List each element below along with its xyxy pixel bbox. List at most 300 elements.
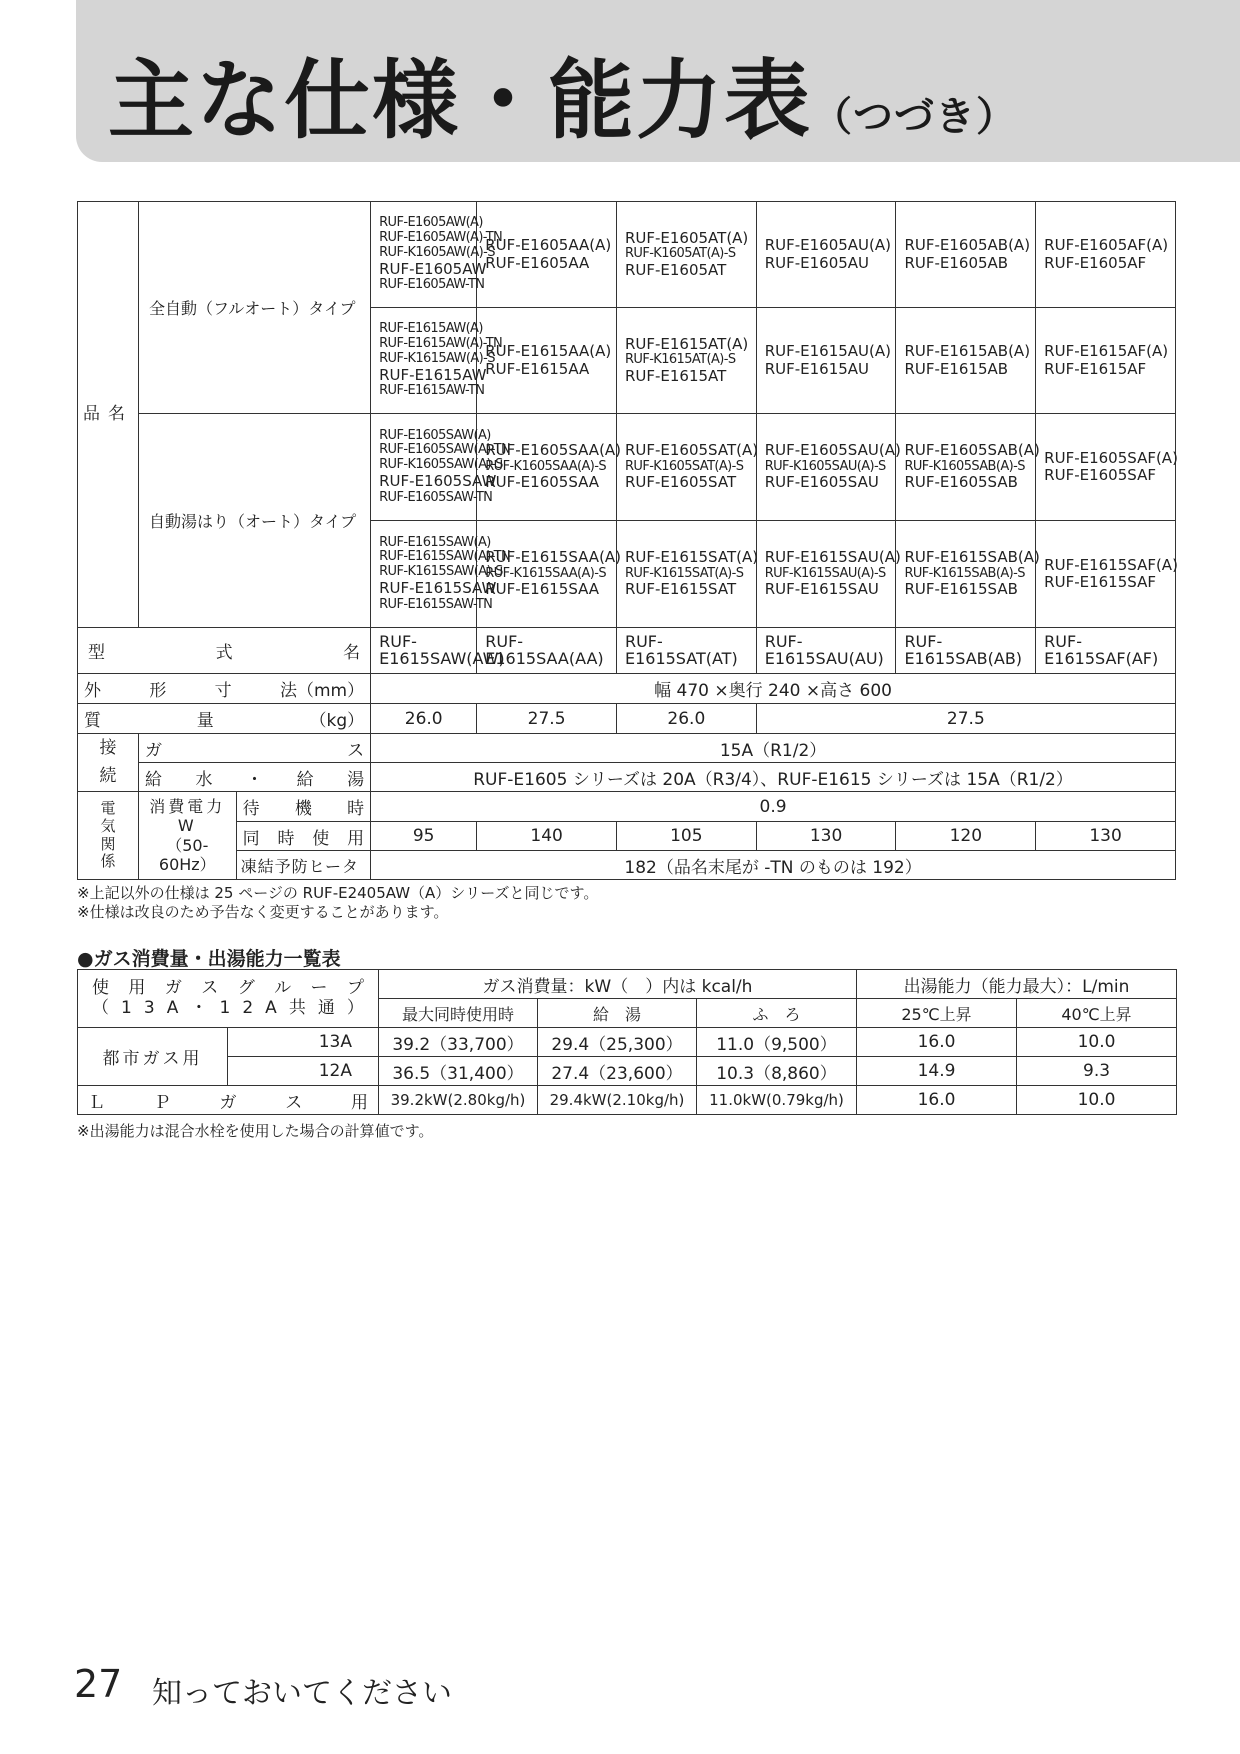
type-cell [138, 202, 370, 414]
text: RUF-E1615SAA [485, 580, 600, 599]
model-cell [371, 414, 511, 521]
text: 0.9 [759, 796, 787, 817]
text: RUF-E1605SAU(A) [764, 441, 901, 460]
mass-row [78, 704, 1176, 734]
spread-label [145, 765, 364, 790]
text: RUF-K1605AW(A)-S [379, 244, 495, 260]
label-char: 使 [312, 828, 330, 849]
text: RUF-E1605SAU [764, 473, 879, 492]
text: 凍結予防ヒータ [240, 856, 360, 876]
model-cell [896, 521, 1040, 628]
model-cell [756, 521, 901, 628]
text: 電 [100, 799, 116, 818]
text: 16.0 [917, 1090, 956, 1110]
text: E1615SAB(AB) [904, 648, 1023, 668]
gas-table [77, 969, 1177, 1115]
label-char: A [265, 997, 277, 1018]
standby-value [371, 792, 1176, 822]
text: 95 [412, 826, 435, 846]
text: 都市ガス用 [102, 1049, 203, 1069]
text: RUF-E1605AA [485, 253, 590, 272]
text: RUF-E1615SAW-TN [379, 596, 493, 612]
label-char: 法（mm） [279, 681, 365, 701]
text: RUF-E1615SAT(A) [624, 548, 759, 567]
label-char: ス [201, 977, 219, 998]
model-row [78, 202, 1176, 308]
text: RUF-E1605AW(A) [379, 215, 483, 230]
text: RUF- [485, 631, 524, 651]
gas-subheader [697, 999, 857, 1028]
label-char: 時 [277, 828, 295, 849]
spread-label [84, 638, 364, 663]
label-char: ー [310, 977, 328, 998]
freeze-value [371, 851, 1176, 880]
text: RUF-E1605SAA(A) [485, 441, 622, 460]
simul-value [371, 822, 477, 851]
lp-value [538, 1086, 697, 1115]
size-label [78, 674, 371, 704]
simul-label [236, 822, 370, 851]
text: ガス消費量：kW（ ）内は kcal/h [482, 976, 753, 997]
text: RUF-E1605AF(A) [1044, 236, 1169, 255]
label-char: ガ [144, 740, 162, 761]
label-char: ガ [219, 1092, 237, 1113]
text: RUF-E1615SAB(A) [904, 548, 1040, 567]
text: 幅 470 ×奥行 240 ×高さ 600 [654, 681, 892, 701]
text: 10.3（8,860） [716, 1063, 837, 1084]
text: RUF-E1615SAB [904, 580, 1018, 599]
text: 16.0 [917, 1032, 956, 1052]
model-cell [371, 308, 503, 414]
text: RUF-E1605SAT [624, 473, 737, 492]
label-char: 共 [288, 997, 306, 1018]
text: RUF-E1615SAW(A) [379, 534, 491, 550]
text: RUF-E1615SAW [379, 579, 497, 598]
model-cell [371, 521, 511, 628]
gas-value [857, 1057, 1017, 1086]
text: E1615SAU(AU) [764, 648, 884, 668]
power-simul-row [78, 822, 1176, 851]
model-cell [371, 202, 503, 308]
gas-subheader [379, 999, 538, 1028]
katashiki-label [78, 628, 371, 674]
text: 15A（R1/2） [719, 740, 827, 761]
model-cell [616, 308, 756, 414]
text: 27.5 [527, 708, 566, 729]
spread-label [145, 736, 364, 761]
label-char: ル [274, 977, 292, 998]
connect-water-label [138, 763, 370, 792]
simul-value [896, 822, 1036, 851]
label-char: 使 [92, 977, 109, 998]
text: 130 [809, 826, 843, 846]
text: RUF- [624, 631, 663, 651]
mass-value [756, 704, 1175, 734]
text: 係 [100, 852, 116, 871]
lp-value [1017, 1086, 1177, 1115]
model-cell [896, 414, 1040, 521]
hinmei-cell [78, 202, 139, 628]
text: RUF-E1605AT(A) [624, 228, 749, 247]
text: RUF-E1615SAT [624, 580, 737, 599]
text: RUF-K1615SAW(A)-S [379, 564, 503, 580]
text: RUF-K1615SAB(A)-S [904, 565, 1025, 581]
text: RUF-E1605AB(A) [904, 236, 1031, 255]
text: RUF-K1615SAU(A)-S [764, 565, 886, 581]
label-char: ・ [246, 769, 264, 790]
text: RUF-E1615AW-TN [379, 383, 485, 399]
model-cell [477, 202, 617, 308]
text: RUF-E1605SAW-TN [379, 489, 493, 505]
label-char: A [166, 997, 179, 1018]
gas-type [228, 1057, 379, 1086]
gas-value [697, 1057, 857, 1086]
mass-label [78, 704, 371, 734]
gas-value [697, 1028, 857, 1057]
text: 130 [1089, 826, 1122, 846]
label-char: 用 [351, 1092, 368, 1113]
text: 14.9 [917, 1061, 956, 1081]
gas-value [379, 1057, 538, 1086]
text: （50-60Hz） [158, 835, 216, 874]
text: 続 [99, 765, 117, 786]
text: RUF-E1605SAF [1044, 466, 1156, 484]
text: ふ ろ [752, 1004, 801, 1024]
note-line: ※出湯能力は混合水栓を使用した場合の計算値です。 [77, 1122, 434, 1140]
text: RUF- [764, 631, 803, 651]
text: 120 [949, 826, 983, 846]
spread-label [243, 794, 364, 819]
text: 27.5 [946, 708, 985, 729]
model-cell [756, 414, 901, 521]
gas-value [538, 1028, 697, 1057]
model-cell [477, 308, 617, 414]
freeze-label [236, 851, 370, 880]
gas-body [78, 970, 1177, 1115]
spec-table [77, 201, 1176, 880]
text: RUF-E1605SAA [485, 473, 600, 492]
label-char: 寸 [214, 681, 232, 701]
lp-value [379, 1086, 538, 1115]
text: 10.0 [1077, 1032, 1116, 1052]
mass-value [616, 704, 756, 734]
text: 主な仕様・能力表 [108, 51, 812, 151]
label-char: 型 [88, 643, 105, 663]
note-line: ※仕様は改良のため予告なく変更することがあります。 [77, 902, 449, 921]
spread-label [84, 676, 364, 701]
label-char: 3 [143, 997, 155, 1018]
mass-value [477, 704, 617, 734]
katashiki-cell [616, 628, 756, 674]
text: RUF-E1615SAF [1044, 573, 1156, 591]
model-row [78, 414, 1176, 521]
model-cell [1036, 308, 1176, 414]
model-cell [756, 202, 896, 308]
text: RUF-E1615SAU(A) [764, 548, 901, 567]
label-char: 式 [215, 643, 233, 663]
power-freeze-row [78, 851, 1176, 880]
model-cell [896, 202, 1036, 308]
text: RUF-K1605SAU(A)-S [764, 458, 886, 474]
text: RUF-K1605AT(A)-S [624, 246, 736, 262]
text: RUF-K1605SAT(A)-S [624, 458, 744, 474]
gas-value [379, 1028, 538, 1057]
connect-water-value [371, 763, 1176, 792]
label-char: 外 [84, 681, 101, 701]
text: RUF-K1605SAW(A)-S [379, 457, 503, 473]
label-char: 形 [149, 681, 167, 701]
katashiki-row [78, 628, 1176, 674]
model-cell [477, 521, 622, 628]
label-char: 用 [347, 828, 365, 849]
label-char: （kg） [309, 711, 365, 731]
text: RUF-E1605SAT(A) [624, 441, 759, 460]
text: RUF-E1605SAB(A) [904, 441, 1040, 460]
gas-value [538, 1057, 697, 1086]
electric-side-label [78, 792, 139, 880]
connect-water-row [78, 763, 1176, 792]
connect-gas-row [78, 734, 1176, 763]
gas-value [857, 1028, 1017, 1057]
label-char: 給 [296, 769, 314, 790]
text: 29.4（25,300） [551, 1034, 683, 1055]
model-cell [756, 308, 896, 414]
label-char: ス [347, 740, 365, 761]
text: RUF-E1605AU [764, 253, 870, 272]
text: RUF-E1615AF [1044, 359, 1147, 378]
text: 給 湯 [592, 1004, 641, 1024]
footer-text: 知っておいてください [152, 1676, 452, 1711]
spread-label [84, 1088, 372, 1113]
page-subtitle: （つづき） [812, 94, 1017, 140]
label-char: 1 [219, 997, 231, 1018]
label-char: 量 [196, 711, 214, 731]
text: RUF-E1605AT [624, 260, 727, 279]
page-title [108, 51, 1017, 151]
hinmei-label: 品名 [82, 403, 133, 424]
text: 140 [530, 826, 563, 846]
simul-value [477, 822, 617, 851]
text: 関 [100, 834, 116, 853]
text: RUF-K1605SAB(A)-S [904, 458, 1025, 474]
katashiki-cell [896, 628, 1036, 674]
label-char: 2 [242, 997, 254, 1018]
text: E1615SAF(AF) [1044, 648, 1159, 668]
connect-side-label [78, 734, 139, 792]
text: RUF-E1615AT [624, 366, 727, 385]
simul-value [616, 822, 756, 851]
text: RUF-E1615AW(A) [379, 321, 483, 336]
text: RUF-E1605SAW [379, 472, 497, 491]
connect-gas-value [371, 734, 1176, 763]
label-char: （ [92, 997, 109, 1018]
text: 25℃上昇 [901, 1004, 972, 1024]
gas-value [1017, 1028, 1177, 1057]
text: RUF-E1615AF(A) [1044, 342, 1169, 361]
model-cell [616, 202, 756, 308]
lp-value [857, 1086, 1017, 1115]
spread-label [84, 706, 364, 731]
text: 11.0kW(0.79kg/h) [709, 1091, 844, 1109]
katashiki-cell [371, 628, 505, 674]
text: E1615SAA(AA) [485, 648, 604, 668]
label-char: 質 [84, 711, 101, 731]
spec-body [78, 202, 1176, 880]
text: 全自動（フルオート）タイプ [148, 299, 356, 318]
text: 最大同時使用時 [401, 1004, 514, 1024]
label-char: 1 [121, 997, 132, 1018]
lp-label [78, 1086, 379, 1115]
text: RUF-E1615SAW(A)-TN [379, 549, 511, 565]
text: RUF-E1605AA(A) [485, 236, 612, 255]
text: RUF-E1615AU(A) [764, 342, 892, 361]
text: 29.4kW(2.10kg/h) [549, 1091, 685, 1109]
note-line: ※上記以外の仕様は 25 ページの RUF-E2405AW（A）シリーズと同じです。 [77, 884, 599, 902]
spread-label [84, 979, 372, 999]
standby-label [236, 792, 370, 822]
label-char: 用 [128, 977, 146, 998]
text: 26.0 [404, 708, 443, 729]
katashiki-cell [1036, 628, 1176, 674]
label-char: 時 [347, 799, 365, 819]
model-cell [896, 308, 1036, 414]
size-row [78, 674, 1176, 704]
text: 消費電力W [149, 797, 226, 836]
size-value [371, 674, 1176, 704]
text: RUF-E1605SAW(A)-TN [379, 442, 511, 458]
text: 27.4（23,600） [551, 1063, 683, 1084]
text: RUF-E1605AU(A) [764, 236, 892, 255]
spread-label [243, 824, 364, 849]
text: RUF-K1615SAA(A)-S [485, 565, 606, 581]
text: RUF-E1605AB [904, 253, 1009, 272]
text: RUF-E1605SAF(A) [1044, 448, 1178, 467]
text: RUF-E1605AW(A)-TN [379, 229, 503, 245]
text: RUF-E1605SAB [904, 473, 1018, 492]
text: 26.0 [667, 708, 706, 729]
gas-row [78, 1057, 1177, 1086]
label-char: 給 [144, 769, 162, 790]
power-standby-row [78, 792, 1176, 822]
label-char: 通 [317, 997, 335, 1018]
label-char: ガ [164, 977, 182, 998]
label-char: ・ [190, 997, 208, 1018]
model-cell [1036, 202, 1176, 308]
text: 105 [670, 826, 703, 846]
gas-value [1017, 1057, 1177, 1086]
text: RUF-K1615AW(A)-S [379, 350, 495, 366]
label-char: Ｌ [88, 1092, 105, 1113]
label-char: 待 [242, 799, 260, 819]
model-cell [616, 521, 759, 628]
label-char: 水 [195, 769, 213, 790]
text: RUF-E1615AT(A) [624, 334, 749, 353]
text: RUF-E1615AU [764, 359, 870, 378]
lp-row [78, 1086, 1177, 1115]
text: RUF-E1605AF [1044, 253, 1147, 272]
text: 気 [100, 816, 116, 835]
spread-label [84, 999, 372, 1019]
connect-gas-label [138, 734, 370, 763]
gas-subheader [538, 999, 697, 1028]
gas-header-row [78, 970, 1177, 999]
simul-value [756, 822, 896, 851]
text: 39.2（33,700） [392, 1034, 524, 1055]
text: 12A [318, 1061, 352, 1081]
katashiki-cell [477, 628, 617, 674]
text: RUF-E1615SAF(A) [1044, 555, 1178, 574]
text: RUF-E1615AA(A) [485, 342, 612, 361]
text: RUF-E1615AW [379, 365, 487, 384]
label-char: 機 [294, 799, 312, 819]
text: 13A [318, 1032, 352, 1052]
text: 接 [99, 738, 117, 759]
text: 自動湯はり（オート）タイプ [148, 512, 357, 531]
notes-specs [77, 884, 598, 922]
lp-value [697, 1086, 857, 1115]
text: 9.3 [1083, 1061, 1111, 1081]
label-char: 同 [242, 828, 260, 849]
label-char: ） [346, 997, 364, 1018]
text: RUF-K1615AT(A)-S [624, 352, 736, 368]
type-cell [138, 414, 370, 628]
page-number: 27 [74, 1662, 123, 1706]
label-char: ス [285, 1092, 303, 1113]
text: 40℃上昇 [1061, 1004, 1132, 1024]
text: RUF-E1605AW [379, 259, 487, 278]
text: E1615SAT(AT) [624, 648, 738, 668]
consumption-header [379, 970, 857, 999]
label-char: グ [237, 977, 255, 998]
city-gas-label [78, 1028, 228, 1086]
gas-group-label [78, 970, 379, 1028]
text: RUF-E1605SAW(A) [379, 427, 491, 443]
label-char: Ｐ [153, 1092, 171, 1113]
simul-value [1036, 822, 1176, 851]
gas-type [228, 1028, 379, 1057]
output-header [857, 970, 1177, 999]
text: 出湯能力（能力最大）：L/min [903, 976, 1130, 997]
label-char: 名 [343, 643, 361, 663]
text: RUF-K1615SAT(A)-S [624, 565, 744, 581]
text: 182（品名末尾が -TN のものは 192） [624, 857, 922, 878]
text: RUF-K1605SAA(A)-S [485, 458, 606, 474]
text: RUF-E1615SAU [764, 580, 879, 599]
text: RUF-E1605AW-TN [379, 277, 485, 293]
text: RUF- [904, 631, 943, 651]
text: RUF- [1044, 631, 1082, 651]
label-char: プ [346, 977, 364, 998]
gas-subheader [857, 999, 1017, 1028]
notes-gas [77, 1122, 433, 1141]
model-cell [477, 414, 622, 521]
text: RUF-E1615AB(A) [904, 342, 1031, 361]
model-cell [1036, 521, 1176, 628]
mass-value [371, 704, 477, 734]
gas-row [78, 1028, 1177, 1057]
text: RUF-E1615AA [485, 359, 590, 378]
label-char: 湯 [347, 769, 365, 790]
power-label [138, 792, 236, 880]
katashiki-cell [756, 628, 896, 674]
text: RUF-E1605 シリーズは 20A（R3/4）、RUF-E1615 シリーズは 15A（R1/2） [473, 769, 1073, 790]
model-cell [1036, 414, 1176, 521]
text: 36.5（31,400） [392, 1063, 524, 1084]
text: 10.0 [1077, 1090, 1116, 1110]
text: 39.2kW(2.80kg/h) [390, 1091, 526, 1109]
gas-table-title: ●ガス消費量・出湯能力一覧表 [77, 948, 341, 970]
text: RUF-E1615SAA(A) [485, 548, 622, 567]
